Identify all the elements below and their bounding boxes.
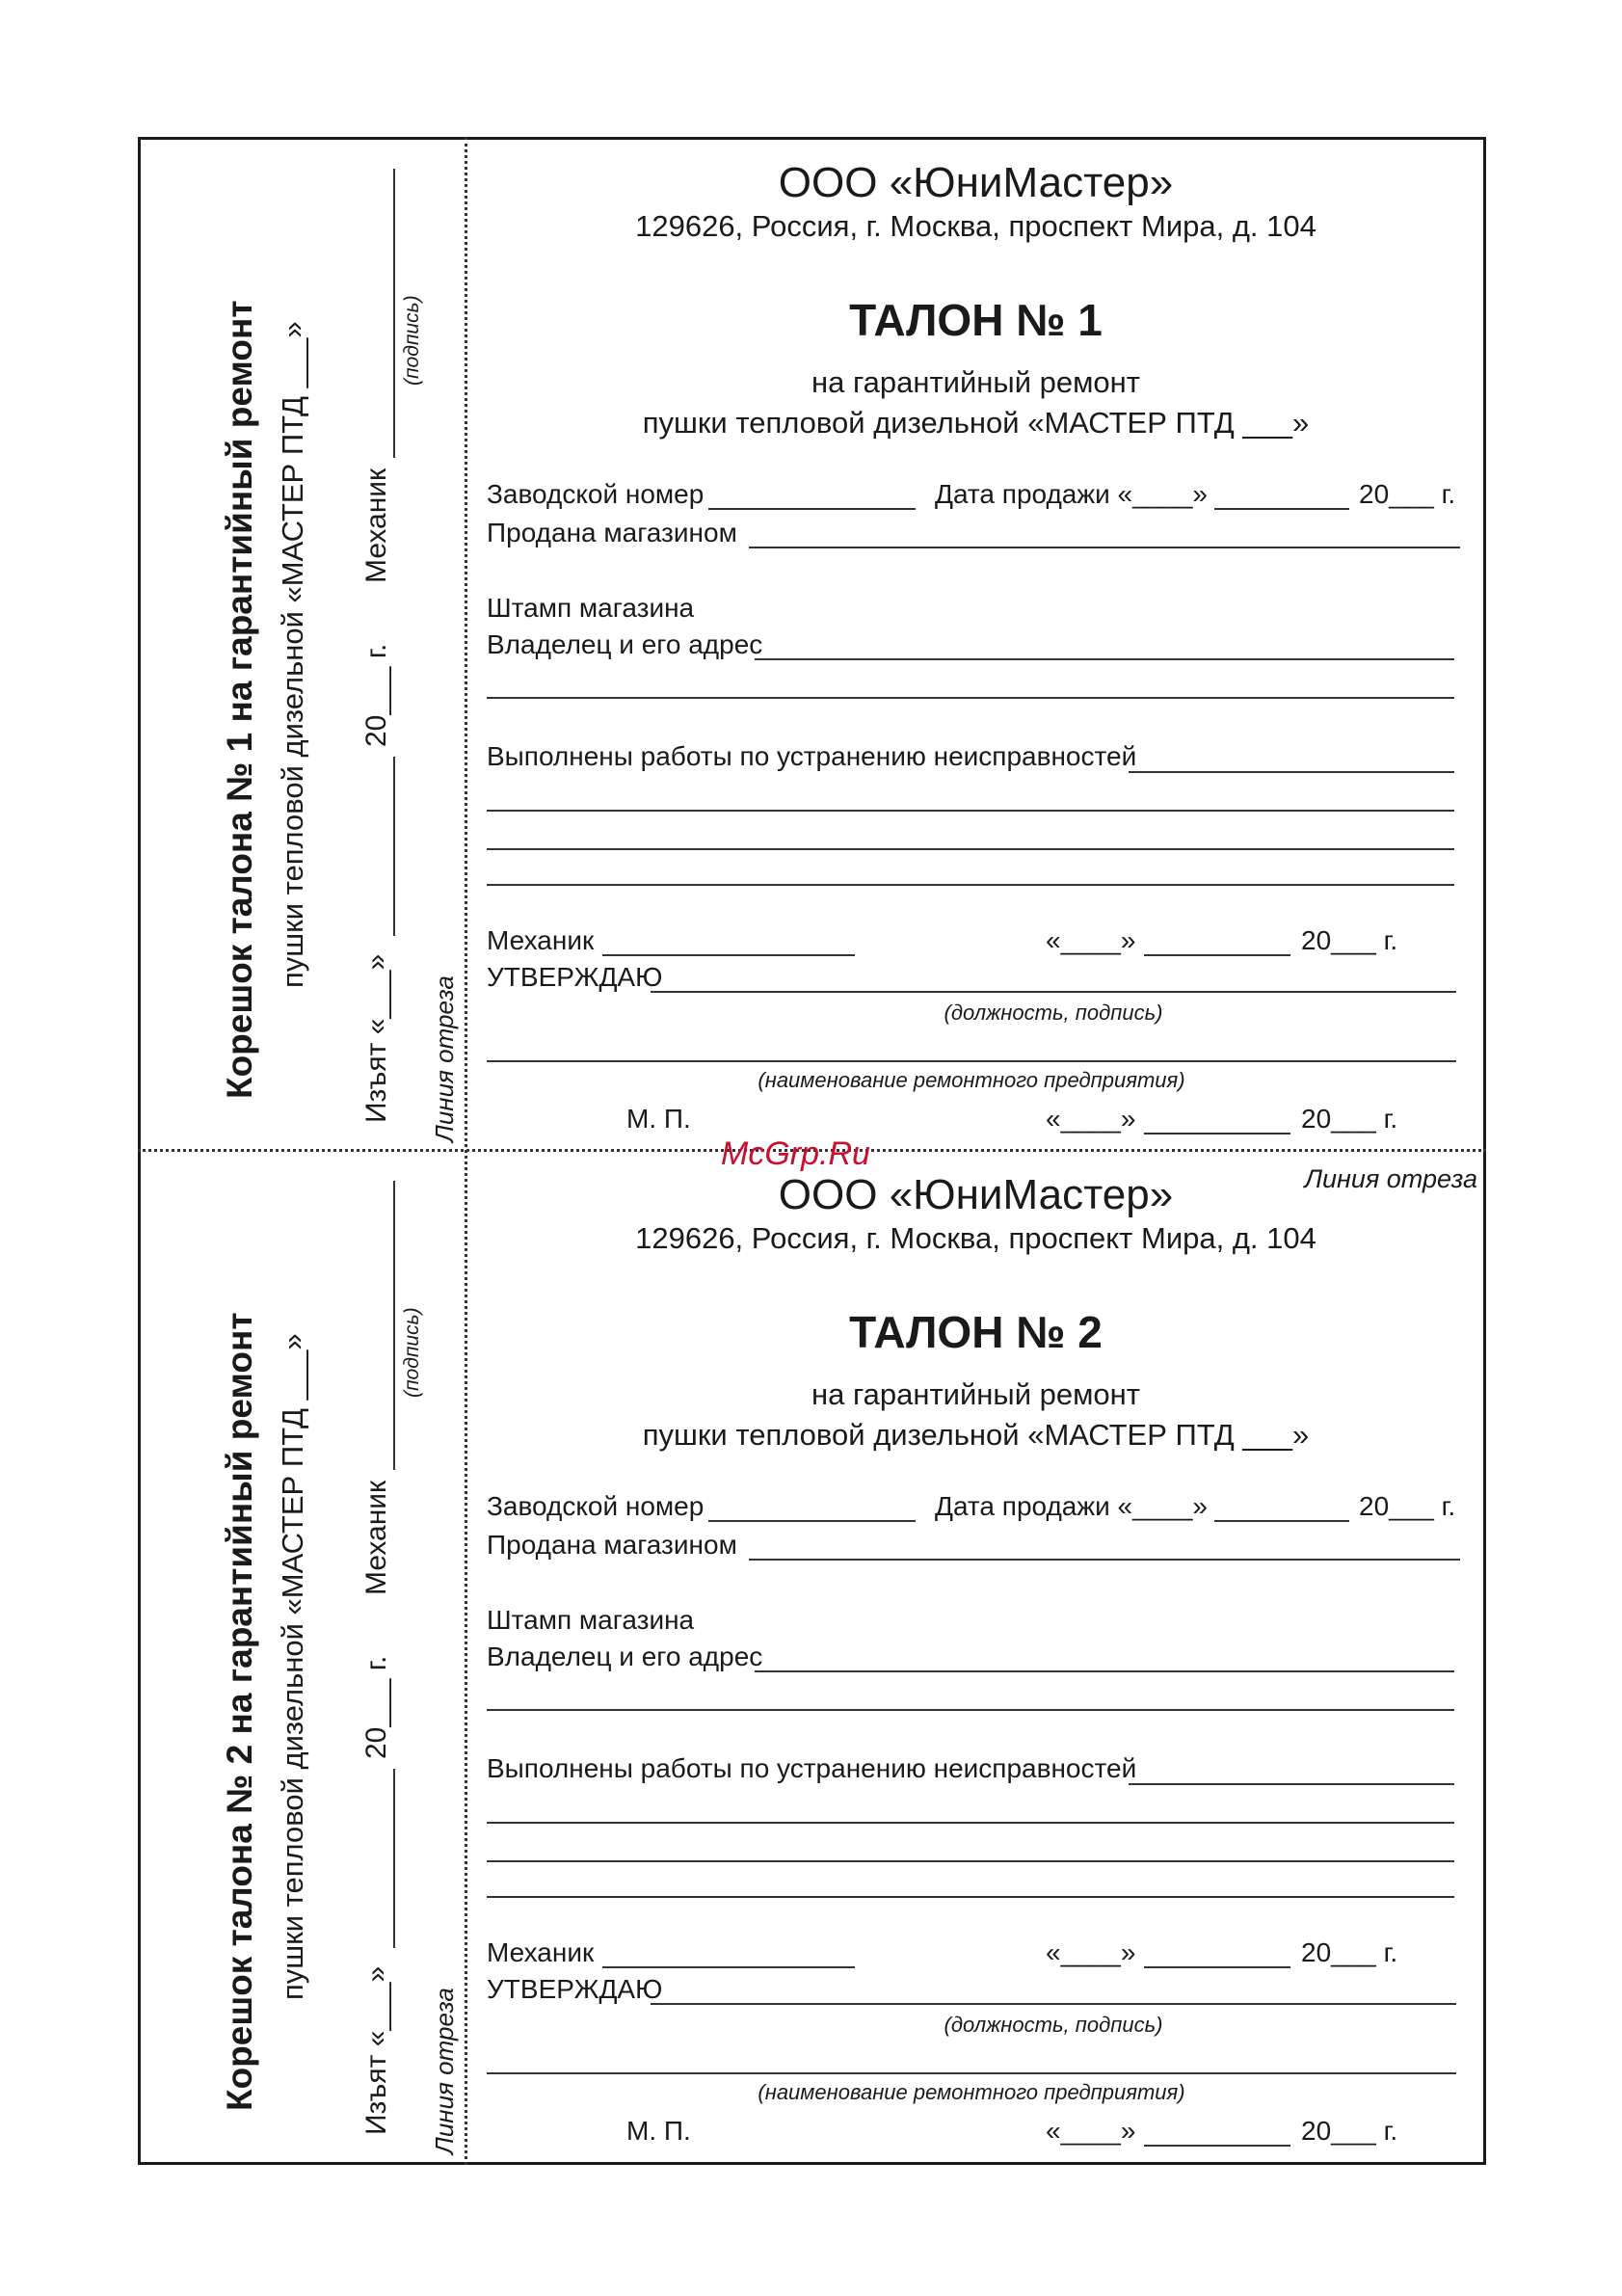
owner-label: Владелец и его адрес [487,1642,763,1671]
approve-field[interactable] [651,991,1456,993]
mp-date-quote: «____» [1046,1104,1136,1134]
serial-label: Заводской номер [487,479,705,509]
enterprise-caption: (наименование ремонтного предприятия) [758,2080,1185,2104]
stub-year-label: 20___ г. [360,1655,392,1759]
stub-cut-label: Линия отреза [430,1988,459,2154]
approve-field[interactable] [651,2003,1456,2005]
company-address: 129626, Россия, г. Москва, проспект Мира, д. 104 [635,1221,1316,1255]
coupon-1 [467,140,1484,1150]
works-field-line-4[interactable] [487,884,1454,886]
stub-signature-field[interactable] [393,1181,395,1470]
mp-label: М. П. [626,2116,691,2146]
mp-year-label: 20___ г. [1301,2116,1398,2146]
sold-by-field[interactable] [749,547,1460,548]
coupon-title: ТАЛОН № 1 [849,295,1103,345]
works-field[interactable] [1129,771,1454,773]
mechanic-date-quote: «____» [1046,1937,1136,1967]
mechanic-label: Механик [487,1937,595,1967]
approve-label: УТВЕРЖДАЮ [487,1974,663,2004]
mp-label: М. П. [626,1104,691,1134]
mechanic-date-field[interactable] [1144,1966,1290,1968]
owner-field-line-2[interactable] [487,697,1454,699]
sale-date-label: Дата продажи «____» [935,1491,1208,1521]
stub-2 [141,1152,465,2162]
stub-title: Корешок талона № 1 на гарантийный ремонт [220,300,259,1099]
horizontal-cut-label: Линия отреза [1304,1164,1477,1193]
stub-date-field[interactable] [393,757,395,936]
stub-signature-caption: (подпись) [401,1307,423,1398]
stub-mechanic-label: Механик [360,467,392,583]
stub-year-label: 20___ г. [360,643,392,747]
coupon-subtitle-1: на гарантийный ремонт [811,365,1140,399]
stub-subtitle: пушки тепловой дизельной «МАСТЕР ПТД ___» [276,1333,309,2000]
serial-field[interactable] [708,1520,916,1522]
stub-cut-label: Линия отреза [430,975,459,1142]
stub-mechanic-label: Механик [360,1480,392,1595]
mp-date-quote: «____» [1046,2116,1136,2146]
company-name: ООО «ЮниМастер» [778,159,1174,206]
mechanic-field[interactable] [602,1966,855,1968]
coupon-subtitle-2: пушки тепловой дизельной «МАСТЕР ПТД ___» [642,1418,1310,1452]
mp-date-field[interactable] [1144,2145,1290,2147]
mechanic-field[interactable] [602,954,855,956]
stamp-label: Штамп магазина [487,1605,695,1635]
enterprise-field[interactable] [487,2072,1456,2074]
sale-date-field[interactable] [1214,1520,1349,1522]
sale-year-label: 20___ г. [1359,479,1456,509]
mechanic-label: Механик [487,925,595,955]
coupon-subtitle-2: пушки тепловой дизельной «МАСТЕР ПТД ___» [642,406,1310,440]
mechanic-date-field[interactable] [1144,954,1290,956]
works-field-line-2[interactable] [487,1822,1454,1824]
sold-by-label: Продана магазином [487,518,737,547]
coupon-title: ТАЛОН № 2 [849,1307,1103,1357]
sold-by-field[interactable] [749,1559,1460,1561]
company-name: ООО «ЮниМастер» [778,1171,1174,1218]
mp-date-field[interactable] [1144,1133,1290,1135]
stub-signature-field[interactable] [393,169,395,458]
works-field-line-3[interactable] [487,848,1454,850]
works-field-line-3[interactable] [487,1860,1454,1862]
position-caption: (должность, подпись) [944,2013,1163,2037]
stub-subtitle: пушки тепловой дизельной «МАСТЕР ПТД ___» [276,321,309,988]
stub-date-field[interactable] [393,1769,395,1948]
mechanic-date-quote: «____» [1046,925,1136,955]
coupon-2 [467,1152,1484,2162]
mechanic-year-label: 20___ г. [1301,1937,1398,1967]
stub-signature-caption: (подпись) [401,295,423,386]
works-label: Выполнены работы по устранению неисправностей [487,1753,1137,1783]
sale-date-label: Дата продажи «____» [935,479,1208,509]
coupon-subtitle-1: на гарантийный ремонт [811,1377,1140,1411]
owner-field-line-2[interactable] [487,1709,1454,1711]
owner-label: Владелец и его адрес [487,629,763,659]
stub-1 [141,140,465,1150]
stub-removed-label: Изъят «___» [360,953,392,1123]
stub-title: Корешок талона № 2 на гарантийный ремонт [220,1312,259,2111]
sold-by-label: Продана магазином [487,1530,737,1560]
works-field-line-4[interactable] [487,1896,1454,1898]
works-field[interactable] [1129,1783,1454,1785]
enterprise-caption: (наименование ремонтного предприятия) [758,1068,1185,1092]
owner-field[interactable] [755,1670,1454,1672]
serial-field[interactable] [708,508,916,510]
stub-removed-label: Изъят «___» [360,1965,392,2135]
serial-label: Заводской номер [487,1491,705,1521]
mechanic-year-label: 20___ г. [1301,925,1398,955]
stamp-label: Штамп магазина [487,593,695,623]
works-label: Выполнены работы по устранению неисправностей [487,741,1137,771]
works-field-line-2[interactable] [487,810,1454,812]
sale-date-field[interactable] [1214,508,1349,510]
enterprise-field[interactable] [487,1060,1456,1062]
company-address: 129626, Россия, г. Москва, проспект Мира, д. 104 [635,209,1316,243]
sale-year-label: 20___ г. [1359,1491,1456,1521]
approve-label: УТВЕРЖДАЮ [487,962,663,992]
mp-year-label: 20___ г. [1301,1104,1398,1134]
position-caption: (должность, подпись) [944,1001,1163,1025]
owner-field[interactable] [755,658,1454,660]
watermark: McGrp.Ru [721,1135,870,1172]
